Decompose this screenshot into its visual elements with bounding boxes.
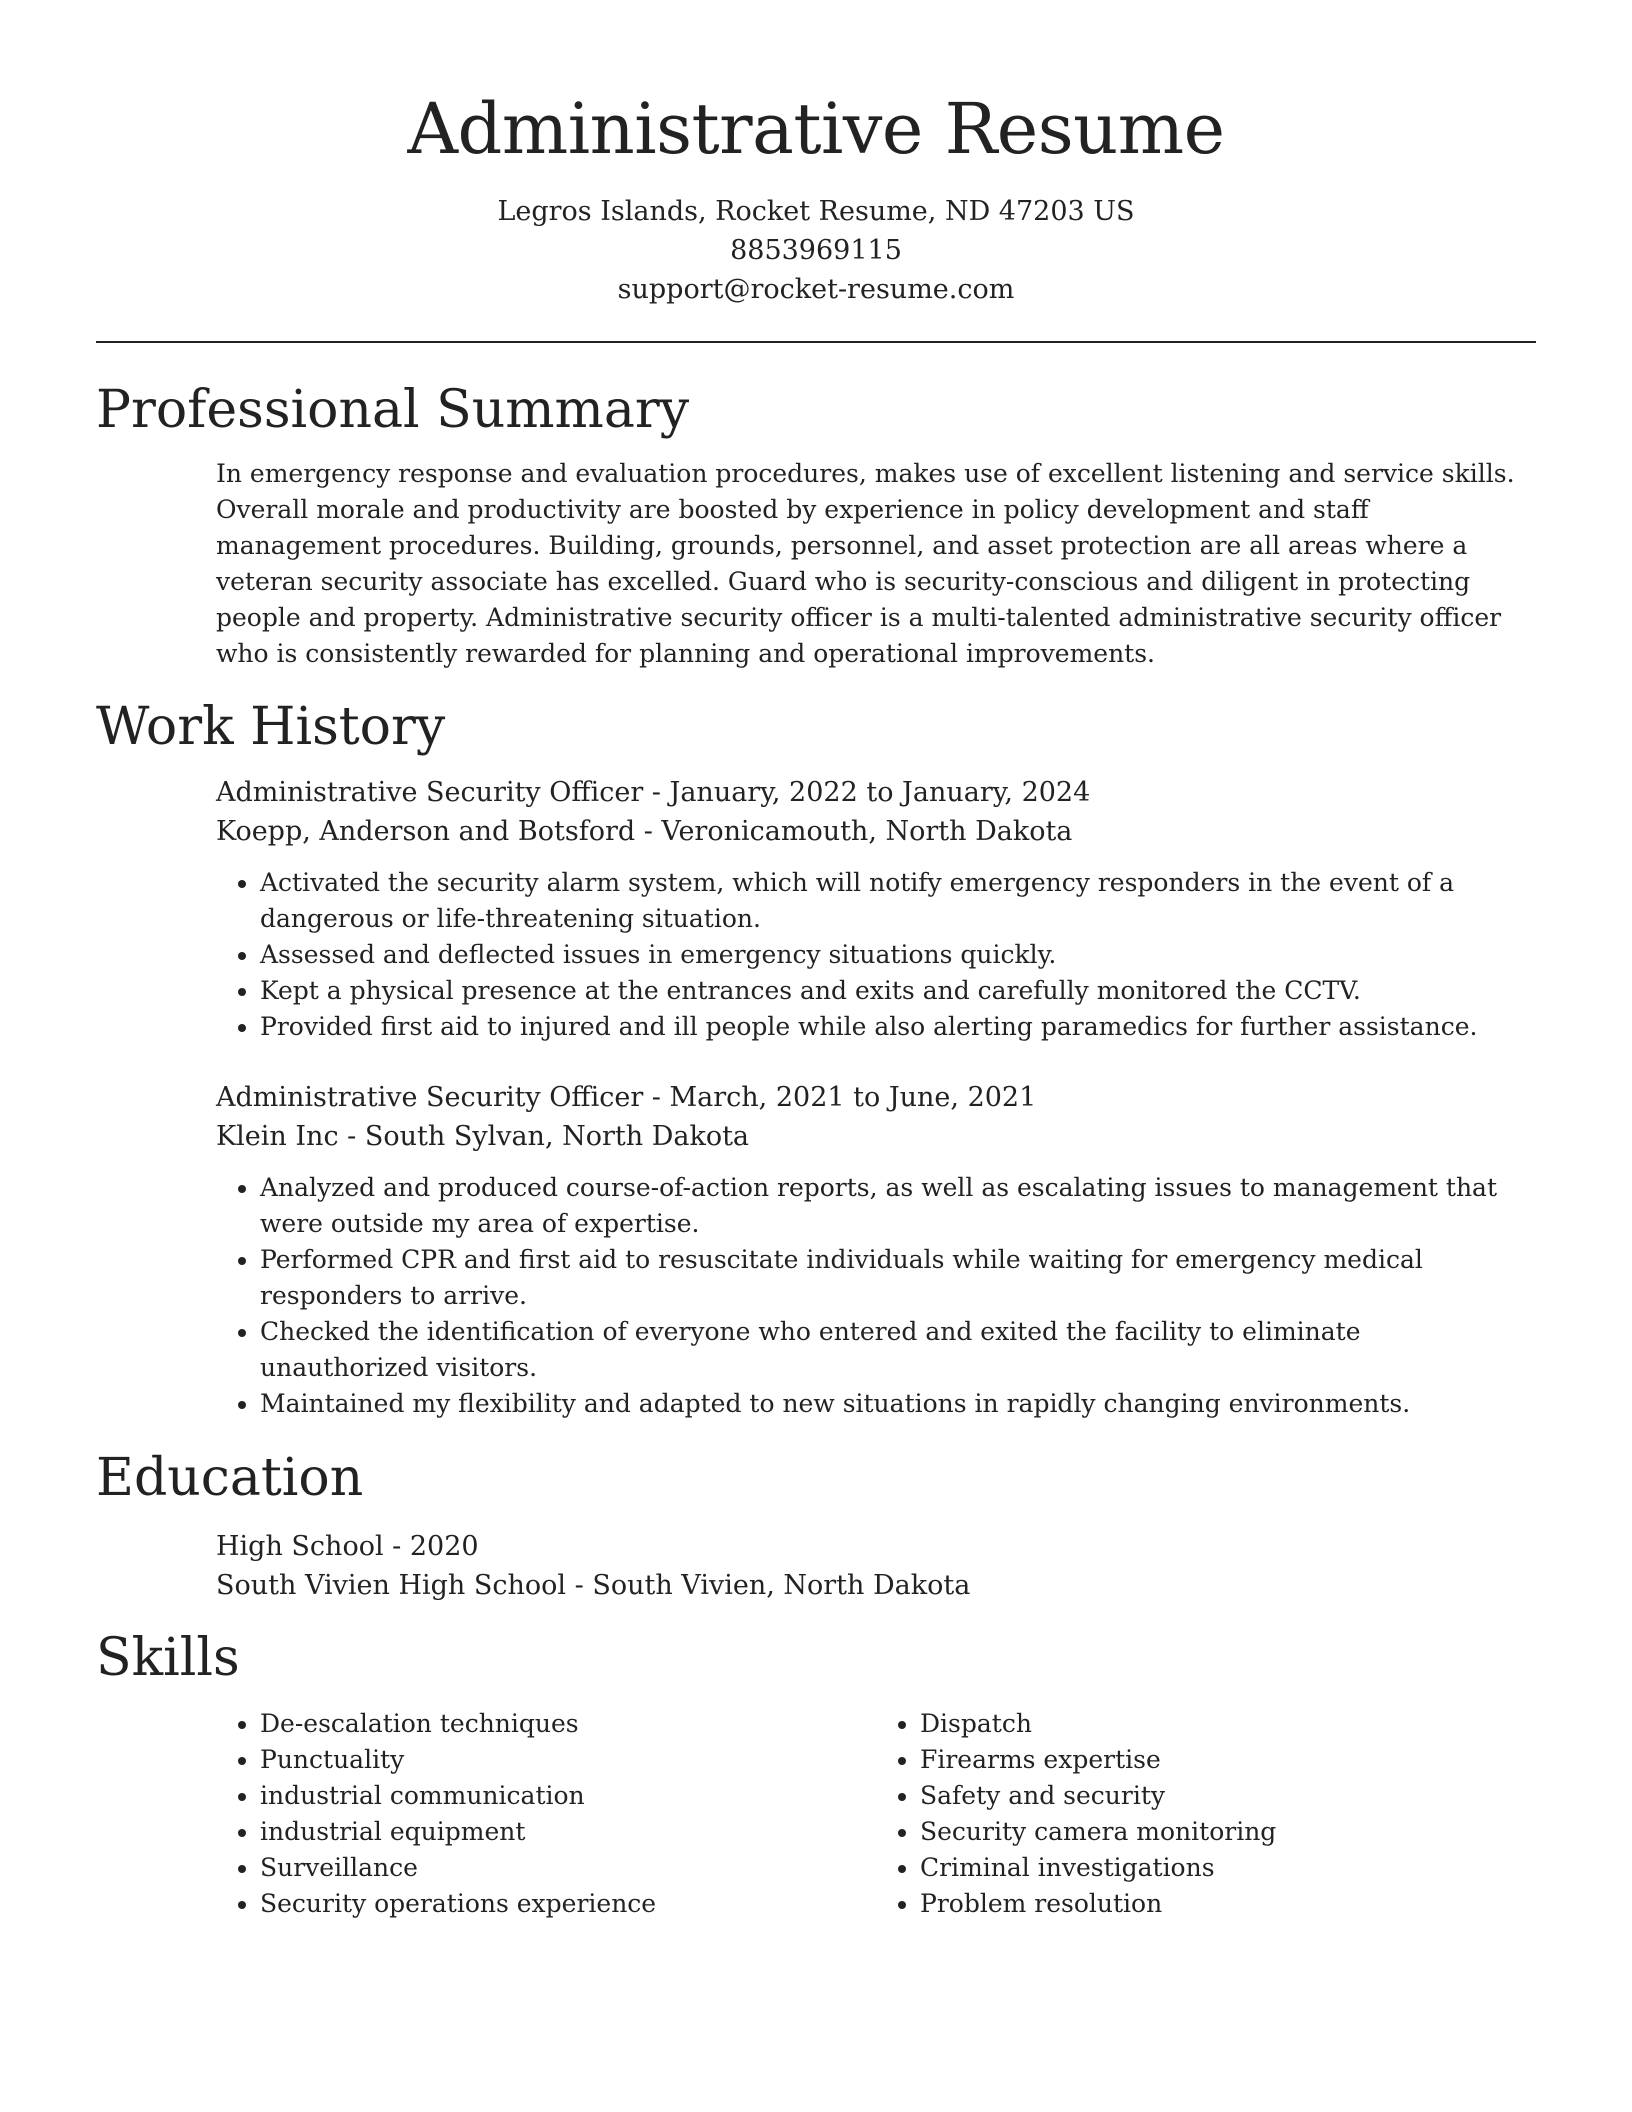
header-divider [96,341,1536,343]
job-bullet: • Activated the security alarm system, which will notify emergency responders in the event of a dangerous or life-threatening situation. [260,865,1536,937]
job-entry [216,1078,1536,1422]
summary-text: In emergency response and evaluation procedures, makes use of excellent listening and service skills. Overall morale and productivity are boosted by experience in policy development and staff management procedures. Building, grounds, personnel, and asset protection are all areas where a veteran security associate has excelled. Guard who is security-conscious and diligent in protecting people and property. Administrative security officer is a multi-talented administrative security officer who is consistently rewarded for planning and operational improvements. [216,459,1515,668]
skill-item: • Dispatch [920,1706,1536,1742]
contact-email: support@rocket-resume.com [617,274,1015,305]
skill-item: • Punctuality [260,1742,876,1778]
summary-section [216,456,1536,672]
skill-item: • Firearms expertise [920,1742,1536,1778]
skill-item: • Security operations experience [260,1886,876,1922]
job-title-line: Administrative Security Officer - January, 2022 to January, 2024 [216,777,1091,808]
contact-address: Legros Islands, Rocket Resume, ND 47203 US [497,196,1135,227]
job-bullets [216,1170,1536,1422]
job-bullets [216,865,1536,1045]
education-heading: Education [96,1448,364,1508]
contact-phone: 8853969115 [730,235,902,266]
summary-heading: Professional Summary [96,380,690,440]
skill-item: • industrial communication [260,1778,876,1814]
job-bullet: • Kept a physical presence at the entrances and exits and carefully monitored the CCTV. [260,973,1536,1009]
education-entry [216,1527,1536,1605]
education-degree-line: High School - 2020 [216,1531,479,1562]
skill-item: • De-escalation techniques [260,1706,876,1742]
skills-grid [216,1706,1536,1922]
job-company-line: Koepp, Anderson and Botsford - Veronicamouth, North Dakota [216,816,1073,847]
job-bullet: • Checked the identification of everyone who entered and exited the facility to eliminate unauthorized visitors. [260,1314,1536,1386]
education-school-line: South Vivien High School - South Vivien, North Dakota [216,1570,971,1601]
skill-item: • Surveillance [260,1850,876,1886]
skill-item: • industrial equipment [260,1814,876,1850]
job-bullet: • Provided first aid to injured and ill people while also alerting paramedics for further assistance. [260,1009,1536,1045]
skill-item: • Safety and security [920,1778,1536,1814]
work-history-heading: Work History [96,697,446,757]
job-entry [216,773,1536,1045]
skills-list-left [216,1706,876,1922]
skill-item: • Security camera monitoring [920,1814,1536,1850]
job-bullet: • Assessed and deflected issues in emergency situations quickly. [260,937,1536,973]
skills-list-right [876,1706,1536,1922]
job-bullet: • Maintained my flexibility and adapted to new situations in rapidly changing environments. [260,1386,1536,1422]
contact-block [0,192,1632,309]
job-bullet: • Performed CPR and first aid to resuscitate individuals while waiting for emergency medical responders to arrive. [260,1242,1536,1314]
resume-title: Administrative Resume [407,88,1225,170]
job-title-line: Administrative Security Officer - March, 2021 to June, 2021 [216,1082,1037,1113]
skill-item: • Problem resolution [920,1886,1536,1922]
skill-item: • Criminal investigations [920,1850,1536,1886]
skills-heading: Skills [96,1628,240,1688]
job-company-line: Klein Inc - South Sylvan, North Dakota [216,1121,750,1152]
job-bullet: • Analyzed and produced course-of-action reports, as well as escalating issues to management that were outside my area of expertise. [260,1170,1536,1242]
